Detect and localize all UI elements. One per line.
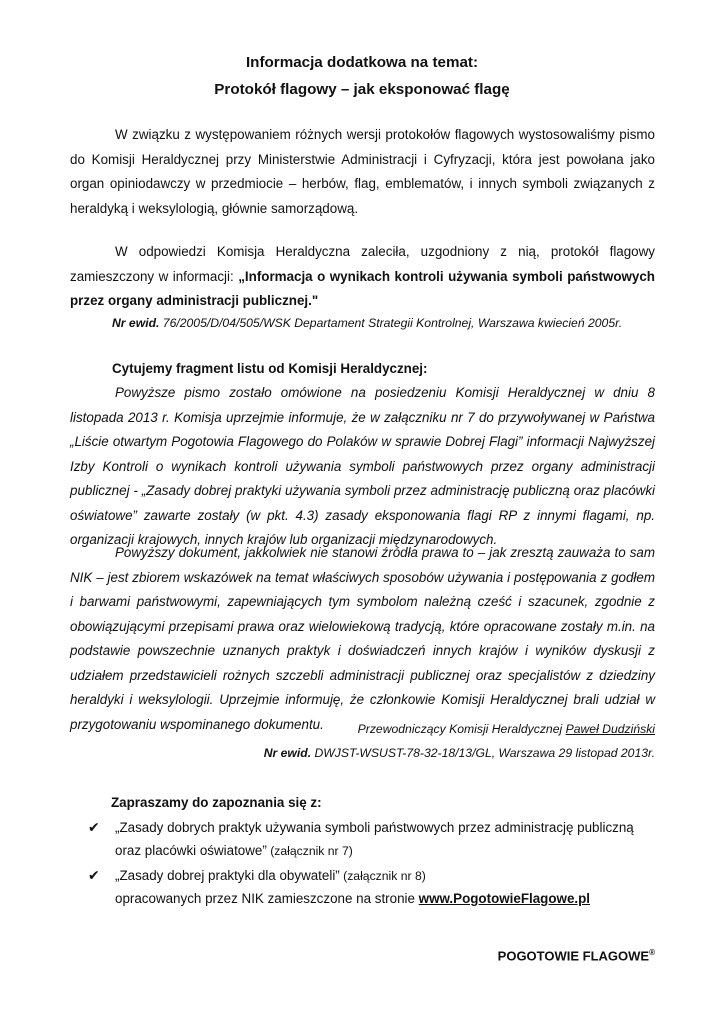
footer-brand-name: POGOTOWIE FLAGOWE <box>497 948 650 964</box>
registered-mark: ® <box>649 948 655 957</box>
list-item-1-note: (załącznik nr 7) <box>266 844 353 858</box>
list-item-2-text: „Zasady dobrej praktyki dla obywateli” <box>115 868 340 883</box>
quote-heading: Cytujemy fragment listu od Komisji Heraldycznej: <box>112 361 428 376</box>
response-bold-title: „Informacja o wynikach kontroli używania symboli państwowych przez organy administracji publicznej." <box>70 268 655 308</box>
website-link[interactable]: www.PogotowieFlagowe.pl <box>418 891 591 906</box>
reference-nik <box>112 316 622 330</box>
footer-brand <box>498 948 655 963</box>
invite-heading: Zapraszamy do zapoznania się z: <box>111 795 322 810</box>
title-line-1: Informacja dodatkowa na temat: <box>245 54 479 71</box>
signature-ref-label: Nr ewid. <box>263 746 312 760</box>
list-item-1-text-2: oraz placówki oświatowe” <box>115 843 267 858</box>
signature-role: Przewodniczący Komisji Heraldycznej <box>357 722 566 736</box>
signature-name: Paweł Dudziński <box>565 722 655 736</box>
checkmark-icon: ✔ <box>88 867 100 883</box>
closing-text: opracowanych przez NIK zamieszczone na stronie <box>115 891 419 906</box>
paragraph-response <box>70 240 655 314</box>
paragraph-intro: W związku z występowaniem różnych wersji protokołów flagowych wystosowaliśmy pismo do Komisji Heraldycznej przy Ministerstwie Administracji i Cyfryzacji, która jest powołana jako organ opiniodawczy w przedmiocie – herbów, flag, emblematów, i innych symboli związanych z heraldyką i weksylologią, głównie samorządową. <box>70 127 655 216</box>
list-item-1-text: „Zasady dobrych praktyk używania symboli państwowych przez administrację publiczną <box>115 820 634 835</box>
checkmark-icon: ✔ <box>88 819 100 835</box>
list-item-1-continuation <box>115 843 353 858</box>
list-item-1 <box>88 819 634 836</box>
signature-reference <box>264 746 655 760</box>
list-item-2-note: (załącznik nr 8) <box>339 869 426 883</box>
reference-label: Nr ewid. <box>112 316 160 330</box>
response-text: W odpowiedzi Komisja Heraldyczna zaleciła, uzgodniony z nią, protokół flagowy zamieszczony w informacji: <box>70 244 655 284</box>
quote-paragraph-2: Powyższy dokument, jakkolwiek nie stanowi źródła prawa to – jak zresztą zauważa to sam NIK – jest zbiorem wskazówek na temat właściwych sposobów używania i postępowania z godłem i barwami państwowymi, zapewniających tym symbolom należną cześć i szacunek, zgodnie z obowiązującymi przepisami prawa oraz wielowiekową tradycją, które opracowane zostały m.in. na podstawie powszechnie uznanych praktyk i doświadczeń innych krajów i wyników dyskusji z udziałem przedstawicieli rożnych szczebli administracji publicznej oraz specjalistów z dziedziny heraldyki i weksylologii. Uprzejmie informuję, że członkowie Komisji Heraldycznej brali udział w przygotowaniu wspominanego dokumentu. <box>70 545 655 732</box>
quote-paragraph-1: Powyższe pismo zostało omówione na posiedzeniu Komisji Heraldycznej w dniu 8 listopada 2013 r. Komisja uprzejmie informuje, że w załączniku nr 7 do przywoływanej w Państwa „Liście otwartym Pogotowia Flagowego do Polaków w sprawie Dobrej Flagi” informacji Najwyższej Izby Kontroli o wynikach kontroli używania symboli państwowych przez organy administracji publicznej - „Zasady dobrej praktyki używania symboli przez administrację publiczną oraz placówki oświatowe” zawarte zostały (w pkt. 4.3) zasady eksponowania flagi RP z innymi flagami, np. organizacji krajowych, innych krajów lub organizacji międzynarodowych. <box>70 385 655 547</box>
list-item-2 <box>88 867 426 884</box>
signature-line <box>358 722 655 736</box>
reference-text: 76/2005/D/04/505/WSK Departament Strategii Kontrolnej, Warszawa kwiecień 2005r. <box>159 316 623 330</box>
signature-ref-text: DWJST-WSUST-78-32-18/13/GL, Warszawa 29 listopad 2013r. <box>311 746 655 760</box>
title-line-2: Protokół flagowy – jak eksponować flagę <box>214 81 510 98</box>
closing-line <box>115 891 590 906</box>
